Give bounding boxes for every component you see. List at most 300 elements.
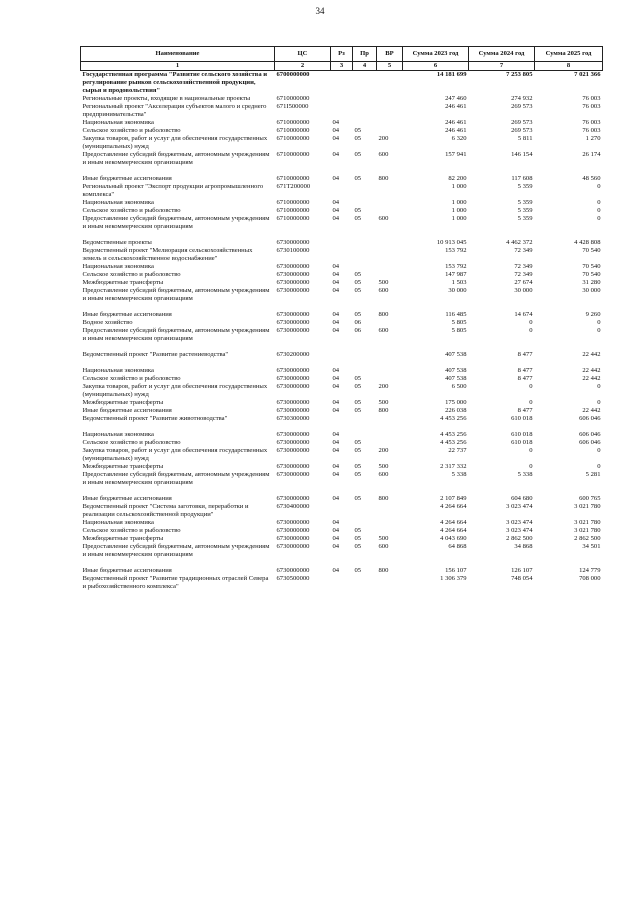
table-row xyxy=(81,375,603,383)
row-rz: 04 xyxy=(332,271,340,278)
row-pr: 05 xyxy=(354,135,362,142)
spacer-cell xyxy=(81,231,603,239)
row-sum-2023: 407 538 xyxy=(445,367,467,374)
row-cs: 6710000000 xyxy=(276,119,310,126)
row-cs: 6730200000 xyxy=(276,351,310,358)
row-sum-2024: 146 154 xyxy=(511,151,533,158)
row-rz xyxy=(331,247,353,263)
row-name: Сельское хозяйство и рыболовство xyxy=(82,439,181,446)
row-pr: 05 xyxy=(354,207,362,214)
row-sum-2025: 3 021 780 xyxy=(574,503,601,510)
row-sum-2023: 6 500 xyxy=(451,383,467,390)
row-vr xyxy=(377,367,403,375)
row-cs: 6730000000 xyxy=(276,543,310,550)
row-rz: 04 xyxy=(332,367,340,374)
row-rz xyxy=(331,71,353,96)
row-rz: 04 xyxy=(332,279,340,286)
row-pr xyxy=(353,503,377,519)
row-sum-2023: 4 264 664 xyxy=(440,503,467,510)
row-cs: 6730000000 xyxy=(276,519,310,526)
row-sum-2025: 0 xyxy=(597,207,601,214)
table-row xyxy=(81,327,603,343)
row-vr xyxy=(377,95,403,103)
row-name: Иные бюджетные ассигнования xyxy=(82,311,172,318)
table-row xyxy=(81,535,603,543)
row-sum-2024: 0 xyxy=(529,383,533,390)
row-name: Ведомственный проект "Система заготовки, переработки и реализации сельскохозяйственной продукции" xyxy=(82,503,249,518)
row-sum-2023: 14 181 699 xyxy=(436,71,467,78)
row-sum-2023: 156 107 xyxy=(445,567,467,574)
row-sum-2025: 4 428 808 xyxy=(574,239,601,246)
row-sum-2023: 5 805 xyxy=(451,327,467,334)
table-row xyxy=(81,383,603,399)
row-sum-2024: 3 023 474 xyxy=(506,527,533,534)
row-rz: 04 xyxy=(332,375,340,382)
row-name: Иные бюджетные ассигнования xyxy=(82,495,172,502)
table-row xyxy=(81,415,603,423)
row-pr xyxy=(353,183,377,199)
column-number: 6 xyxy=(403,62,469,71)
row-sum-2025: 22 442 xyxy=(582,367,601,374)
row-name: Сельское хозяйство и рыболовство xyxy=(82,207,181,214)
row-sum-2024: 4 462 372 xyxy=(506,239,533,246)
row-pr: 05 xyxy=(354,271,362,278)
row-rz: 04 xyxy=(332,439,340,446)
row-rz: 04 xyxy=(332,431,340,438)
row-pr xyxy=(353,263,377,271)
row-pr xyxy=(353,71,377,96)
row-pr: 05 xyxy=(354,311,362,318)
row-sum-2024: 8 477 xyxy=(517,367,533,374)
spacer-row xyxy=(81,231,603,239)
row-cs: 6730000000 xyxy=(276,311,310,318)
row-name: Предоставление субсидий бюджетным, автономным учреждениям и иным некоммерческим организациям xyxy=(82,215,270,230)
row-name: Национальная экономика xyxy=(82,519,154,526)
row-sum-2024: 748 054 xyxy=(511,575,533,582)
row-name: Национальная экономика xyxy=(82,119,154,126)
row-vr xyxy=(377,183,403,199)
row-sum-2024: 604 680 xyxy=(511,495,533,502)
row-cs: 6730000000 xyxy=(276,463,310,470)
row-sum-2025: 76 003 xyxy=(582,103,601,110)
table-row xyxy=(81,319,603,327)
row-sum-2023: 5 805 xyxy=(451,319,467,326)
row-name: Ведомственный проект "Развитие растениеводства" xyxy=(82,351,229,358)
row-cs: 6730000000 xyxy=(276,279,310,286)
row-cs: 6730100000 xyxy=(276,247,310,254)
row-pr: 05 xyxy=(354,471,362,478)
spacer-cell xyxy=(81,559,603,567)
row-rz: 04 xyxy=(332,399,340,406)
row-sum-2023: 4 264 664 xyxy=(440,519,467,526)
row-pr xyxy=(353,351,377,359)
row-pr: 05 xyxy=(354,127,362,134)
row-name: Закупка товаров, работ и услуг для обеспечения государственных (муниципальных) нужд xyxy=(82,135,268,150)
row-sum-2023: 246 461 xyxy=(445,127,467,134)
row-sum-2024: 610 018 xyxy=(511,415,533,422)
row-name: Межбюджетные трансферты xyxy=(82,463,164,470)
table-row xyxy=(81,495,603,503)
row-sum-2025: 5 281 xyxy=(585,471,601,478)
row-rz: 04 xyxy=(332,127,340,134)
row-sum-2023: 22 737 xyxy=(448,447,467,454)
row-sum-2024: 5 359 xyxy=(517,215,533,222)
table-row xyxy=(81,151,603,167)
row-rz: 04 xyxy=(332,535,340,542)
row-cs: 6730000000 xyxy=(276,407,310,414)
table-row xyxy=(81,119,603,127)
row-name: Сельское хозяйство и рыболовство xyxy=(82,527,181,534)
row-sum-2024: 8 477 xyxy=(517,375,533,382)
row-sum-2025: 0 xyxy=(597,327,601,334)
table-row xyxy=(81,439,603,447)
row-pr: 05 xyxy=(354,567,362,574)
row-sum-2024: 5 359 xyxy=(517,199,533,206)
row-sum-2023: 116 485 xyxy=(445,311,467,318)
row-sum-2024: 14 674 xyxy=(514,311,533,318)
row-rz: 04 xyxy=(332,447,340,454)
header-sum-2023: Сумма 2023 год xyxy=(403,47,469,62)
table-row xyxy=(81,71,603,96)
row-sum-2024: 0 xyxy=(529,399,533,406)
row-name: Ведомственный проект "Мелиорация сельскохозяйственных земель и сельскохозяйственное водоснабжение" xyxy=(82,247,253,262)
row-vr xyxy=(377,503,403,519)
spacer-row xyxy=(81,487,603,495)
column-number-row xyxy=(81,62,603,71)
spacer-cell xyxy=(81,303,603,311)
row-cs: 6730000000 xyxy=(276,535,310,542)
row-rz xyxy=(331,103,353,119)
row-sum-2024: 7 253 805 xyxy=(506,71,533,78)
spacer-row xyxy=(81,423,603,431)
spacer-cell xyxy=(81,359,603,367)
row-sum-2023: 1 000 xyxy=(451,215,467,222)
row-vr xyxy=(377,127,403,135)
row-name: Региональный проект "Экспорт продукции агропромышленного комплекса" xyxy=(82,183,264,198)
row-rz xyxy=(331,183,353,199)
row-sum-2023: 246 461 xyxy=(445,103,467,110)
row-vr xyxy=(377,351,403,359)
row-cs: 6710000000 xyxy=(276,127,310,134)
spacer-cell xyxy=(81,343,603,351)
table-body xyxy=(81,71,603,592)
row-sum-2025: 0 xyxy=(597,447,601,454)
row-pr: 05 xyxy=(354,375,362,382)
row-sum-2025: 0 xyxy=(597,463,601,470)
header-sum-2024: Сумма 2024 год xyxy=(469,47,535,62)
row-sum-2024: 8 477 xyxy=(517,351,533,358)
row-sum-2025: 2 862 500 xyxy=(574,535,601,542)
row-cs: 6700000000 xyxy=(276,71,310,78)
row-pr xyxy=(353,367,377,375)
row-pr xyxy=(353,119,377,127)
table-row xyxy=(81,575,603,591)
row-rz: 04 xyxy=(332,519,340,526)
row-sum-2023: 247 460 xyxy=(445,95,467,102)
row-sum-2023: 10 913 045 xyxy=(436,239,467,246)
row-name: Региональные проекты, входящие в национальные проекты xyxy=(82,95,251,102)
row-vr: 800 xyxy=(378,407,389,414)
row-vr: 500 xyxy=(378,399,389,406)
row-sum-2025: 26 174 xyxy=(582,151,601,158)
row-cs: 6730000000 xyxy=(276,287,310,294)
row-pr: 05 xyxy=(354,439,362,446)
row-sum-2025: 0 xyxy=(597,199,601,206)
row-sum-2024: 8 477 xyxy=(517,407,533,414)
spacer-row xyxy=(81,343,603,351)
row-pr: 05 xyxy=(354,463,362,470)
row-sum-2024: 30 000 xyxy=(514,287,533,294)
row-vr xyxy=(377,415,403,423)
row-rz: 04 xyxy=(332,327,340,334)
row-rz: 04 xyxy=(332,151,340,158)
row-sum-2025: 34 501 xyxy=(582,543,601,550)
row-sum-2025: 0 xyxy=(597,399,601,406)
row-name: Региональный проект "Акселерация субъектов малого и среднего предпринимательства" xyxy=(82,103,267,118)
row-sum-2023: 6 320 xyxy=(451,135,467,142)
column-number: 2 xyxy=(275,62,331,71)
row-pr xyxy=(353,431,377,439)
row-vr: 800 xyxy=(378,567,389,574)
row-name: Предоставление субсидий бюджетным, автономным учреждениям и иным некоммерческим организациям xyxy=(82,543,270,558)
row-sum-2025: 0 xyxy=(597,319,601,326)
row-sum-2025: 30 000 xyxy=(582,287,601,294)
row-rz xyxy=(331,95,353,103)
row-vr xyxy=(377,199,403,207)
header-cs: ЦС xyxy=(275,47,331,62)
row-sum-2024: 34 868 xyxy=(514,543,533,550)
row-sum-2024: 3 023 474 xyxy=(506,519,533,526)
row-sum-2023: 2 107 849 xyxy=(440,495,467,502)
row-cs: 6730000000 xyxy=(276,399,310,406)
row-vr: 200 xyxy=(378,135,389,142)
row-name: Предоставление субсидий бюджетным, автономным учреждениям и иным некоммерческим организациям xyxy=(82,151,270,166)
row-cs: 6730000000 xyxy=(276,439,310,446)
row-sum-2023: 4 043 690 xyxy=(440,535,467,542)
row-rz: 04 xyxy=(332,543,340,550)
row-sum-2023: 226 038 xyxy=(445,407,467,414)
row-sum-2025: 606 046 xyxy=(579,415,601,422)
row-cs: 6730000000 xyxy=(276,367,310,374)
row-name: Ведомственный проект "Развитие животноводства" xyxy=(82,415,228,422)
row-sum-2024: 0 xyxy=(529,447,533,454)
row-cs: 6730000000 xyxy=(276,527,310,534)
row-sum-2024: 2 862 500 xyxy=(506,535,533,542)
row-rz: 04 xyxy=(332,567,340,574)
row-name: Предоставление субсидий бюджетным, автономным учреждениям и иным некоммерческим организациям xyxy=(82,471,270,486)
table-row xyxy=(81,175,603,183)
row-rz: 04 xyxy=(332,495,340,502)
row-cs: 6710000000 xyxy=(276,151,310,158)
table-row xyxy=(81,279,603,287)
table-row xyxy=(81,271,603,279)
row-cs: 6730000000 xyxy=(276,567,310,574)
row-name: Межбюджетные трансферты xyxy=(82,535,164,542)
row-sum-2023: 175 000 xyxy=(445,399,467,406)
row-rz: 04 xyxy=(332,207,340,214)
row-pr: 05 xyxy=(354,399,362,406)
row-vr: 600 xyxy=(378,327,389,334)
spacer-cell xyxy=(81,167,603,175)
row-sum-2025: 70 540 xyxy=(582,271,601,278)
row-sum-2023: 64 868 xyxy=(448,543,467,550)
header-name: Наименование xyxy=(81,47,275,62)
row-cs: 6730300000 xyxy=(276,415,310,422)
row-rz xyxy=(331,575,353,591)
row-sum-2023: 4 453 256 xyxy=(440,439,467,446)
spacer-row xyxy=(81,359,603,367)
row-sum-2023: 82 200 xyxy=(448,175,467,182)
row-sum-2023: 30 000 xyxy=(448,287,467,294)
row-sum-2023: 4 453 256 xyxy=(440,431,467,438)
row-sum-2025: 3 021 780 xyxy=(574,519,601,526)
row-vr: 600 xyxy=(378,215,389,222)
row-vr xyxy=(377,247,403,263)
table-row xyxy=(81,527,603,535)
row-rz: 04 xyxy=(332,311,340,318)
header-vr: ВР xyxy=(377,47,403,62)
row-sum-2024: 0 xyxy=(529,327,533,334)
budget-table xyxy=(80,46,603,591)
row-pr: 05 xyxy=(354,151,362,158)
table-row xyxy=(81,543,603,559)
row-vr: 800 xyxy=(378,311,389,318)
row-name: Иные бюджетные ассигнования xyxy=(82,407,172,414)
row-vr: 800 xyxy=(378,495,389,502)
column-number: 1 xyxy=(81,62,275,71)
table-row xyxy=(81,263,603,271)
row-pr: 05 xyxy=(354,383,362,390)
row-vr xyxy=(377,375,403,383)
row-rz: 04 xyxy=(332,471,340,478)
header-sum-2025: Сумма 2025 год xyxy=(535,47,603,62)
row-vr xyxy=(377,271,403,279)
row-cs: 6710000000 xyxy=(276,199,310,206)
row-pr xyxy=(353,575,377,591)
spacer-row xyxy=(81,167,603,175)
row-cs: 6730000000 xyxy=(276,319,310,326)
row-vr: 600 xyxy=(378,471,389,478)
row-pr xyxy=(353,247,377,263)
row-vr xyxy=(377,439,403,447)
row-pr xyxy=(353,519,377,527)
row-pr: 05 xyxy=(354,495,362,502)
row-sum-2023: 1 000 xyxy=(451,199,467,206)
row-name: Национальная экономика xyxy=(82,199,154,206)
row-name: Межбюджетные трансферты xyxy=(82,279,164,286)
row-sum-2025: 124 779 xyxy=(579,567,601,574)
table-row xyxy=(81,199,603,207)
row-sum-2024: 5 338 xyxy=(517,471,533,478)
row-sum-2023: 1 503 xyxy=(451,279,467,286)
row-sum-2025: 22 442 xyxy=(582,375,601,382)
row-vr xyxy=(377,119,403,127)
table-row xyxy=(81,247,603,263)
row-name: Национальная экономика xyxy=(82,431,154,438)
row-vr xyxy=(377,103,403,119)
row-sum-2024: 269 573 xyxy=(511,127,533,134)
row-cs: 6730000000 xyxy=(276,447,310,454)
row-pr: 06 xyxy=(354,319,362,326)
row-pr xyxy=(353,415,377,423)
spacer-cell xyxy=(81,423,603,431)
row-sum-2024: 126 107 xyxy=(511,567,533,574)
row-vr xyxy=(377,263,403,271)
row-vr: 200 xyxy=(378,383,389,390)
row-pr: 06 xyxy=(354,327,362,334)
row-pr: 05 xyxy=(354,543,362,550)
row-sum-2025: 22 442 xyxy=(582,407,601,414)
row-rz: 04 xyxy=(332,383,340,390)
row-name: Предоставление субсидий бюджетным, автономным учреждениям и иным некоммерческим организациям xyxy=(82,327,270,342)
row-sum-2024: 72 349 xyxy=(514,247,533,254)
row-vr: 600 xyxy=(378,287,389,294)
table-row xyxy=(81,95,603,103)
row-rz: 04 xyxy=(332,263,340,270)
row-vr xyxy=(377,431,403,439)
row-name: Закупка товаров, работ и услуг для обеспечения государственных (муниципальных) нужд xyxy=(82,383,268,398)
row-sum-2025: 0 xyxy=(597,383,601,390)
table-row xyxy=(81,183,603,199)
row-rz: 04 xyxy=(332,463,340,470)
table-header-row xyxy=(81,47,603,62)
row-sum-2024: 5 359 xyxy=(517,207,533,214)
row-sum-2025: 76 003 xyxy=(582,127,601,134)
row-vr: 600 xyxy=(378,151,389,158)
row-vr xyxy=(377,527,403,535)
table-row xyxy=(81,287,603,303)
row-cs: 6730400000 xyxy=(276,503,310,510)
row-sum-2025: 70 540 xyxy=(582,263,601,270)
row-sum-2025: 31 280 xyxy=(582,279,601,286)
row-vr: 500 xyxy=(378,279,389,286)
row-sum-2023: 5 338 xyxy=(451,471,467,478)
row-vr: 800 xyxy=(378,175,389,182)
row-name: Сельское хозяйство и рыболовство xyxy=(82,127,181,134)
table-row xyxy=(81,367,603,375)
row-vr: 500 xyxy=(378,463,389,470)
column-number: 5 xyxy=(377,62,403,71)
table-row xyxy=(81,447,603,463)
row-pr: 05 xyxy=(354,175,362,182)
row-sum-2024: 27 674 xyxy=(514,279,533,286)
row-sum-2025: 708 000 xyxy=(579,575,601,582)
row-sum-2025: 1 270 xyxy=(585,135,601,142)
page-number: 34 xyxy=(315,6,325,16)
spacer-cell xyxy=(81,487,603,495)
row-vr xyxy=(377,71,403,96)
table-row xyxy=(81,127,603,135)
row-cs: 6710000000 xyxy=(276,95,310,102)
column-number: 8 xyxy=(535,62,603,71)
table-row xyxy=(81,431,603,439)
row-cs: 6730000000 xyxy=(276,431,310,438)
row-sum-2025: 76 003 xyxy=(582,95,601,102)
row-cs: 6710000000 xyxy=(276,175,310,182)
table-row xyxy=(81,135,603,151)
row-cs: 6730000000 xyxy=(276,375,310,382)
row-cs: 6730000000 xyxy=(276,271,310,278)
row-rz: 04 xyxy=(332,407,340,414)
row-sum-2025: 3 021 780 xyxy=(574,527,601,534)
row-vr xyxy=(377,319,403,327)
row-vr xyxy=(377,519,403,527)
row-sum-2025: 48 560 xyxy=(582,175,601,182)
row-cs: 6730500000 xyxy=(276,575,310,582)
row-sum-2025: 9 260 xyxy=(585,311,601,318)
row-rz: 04 xyxy=(332,119,340,126)
table-row xyxy=(81,463,603,471)
